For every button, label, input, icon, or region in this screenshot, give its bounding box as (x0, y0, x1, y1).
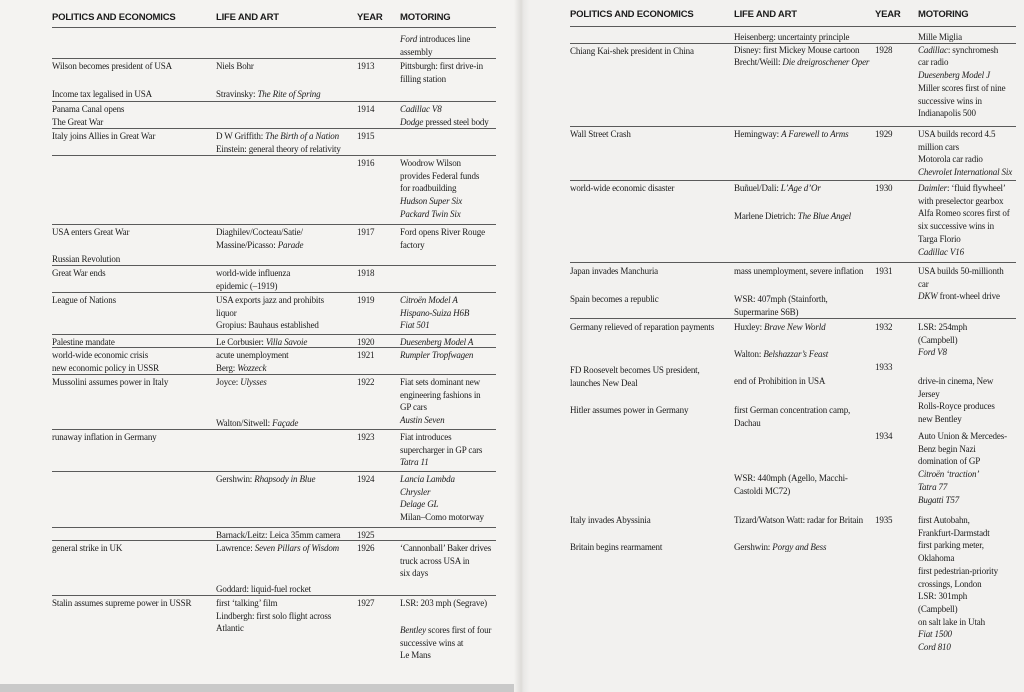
row-divider (52, 471, 496, 472)
row-divider (52, 58, 496, 59)
politics-cell: Panama Canal opens The Great War (52, 104, 125, 127)
year-cell: 1920 (357, 337, 375, 347)
life-art-cell: first German concentration camp, Dachau (734, 405, 851, 428)
politics-cell: Wilson becomes president of USA (52, 61, 172, 71)
motoring-cell: Woodrow Wilson provides Federal funds for roadbuilding Hudson Super Six Packard Twin Six (400, 158, 480, 219)
politics-cell: FD Roosevelt becomes US president, launches New Deal (570, 365, 700, 388)
politics-cell: Hitler assumes power in Germany (570, 405, 689, 415)
header-life-and-art: LIFE AND ART (216, 12, 279, 23)
politics-cell: Italy joins Allies in Great War (52, 131, 156, 141)
left-page (0, 0, 514, 684)
motoring-cell: Rumpler Tropfwagen (400, 350, 474, 360)
row-divider (52, 527, 496, 528)
life-art-cell: Walton: Belshazzar’s Feast (734, 349, 829, 359)
year-cell: 1921 (357, 350, 375, 360)
life-art-cell: first ‘talking’ film Lindbergh: first solo flight across Atlantic (216, 598, 332, 634)
row-divider (570, 126, 1016, 127)
motoring-cell: Auto Union & Mercedes- Benz begin Nazi domination of GP Citroën ‘traction’ Tatra 77 Bugatti T57 (918, 431, 1007, 505)
header-politics: POLITICS AND ECONOMICS (52, 12, 176, 23)
motoring-cell: Ford introduces line assembly (400, 34, 471, 57)
book-gutter (514, 0, 530, 692)
year-cell: 1916 (357, 158, 375, 168)
motoring-cell: Daimler: ‘fluid flywheel’ with preselector gearbox Alfa Romeo scores first of six successive wins in Targa Florio Cadillac V16 (918, 183, 1010, 257)
row-divider (570, 318, 1016, 319)
year-cell: 1932 (875, 322, 893, 332)
politics-cell: general strike in UK (52, 543, 123, 553)
motoring-cell: Duesenberg Model A (400, 337, 474, 347)
header-motoring: MOTORING (918, 9, 969, 20)
life-art-cell: Barnack/Leitz: Leica 35mm camera (216, 530, 341, 540)
life-art-cell: Tizard/Watson Watt: radar for Britain (734, 515, 863, 525)
politics-cell: world-wide economic disaster (570, 183, 675, 193)
year-cell: 1935 (875, 515, 893, 525)
politics-cell: Great War ends (52, 268, 106, 278)
row-divider (52, 265, 496, 266)
motoring-cell: Citroën Model A Hispano-Suiza H6B Fiat 501 (400, 295, 470, 331)
row-divider (52, 540, 496, 541)
header-rule (52, 27, 496, 28)
motoring-cell: first Autobahn, Frankfurt-Darmstadt first parking meter, Oklahoma first pedestrian-priority crossings, London LSR: 301mph (Campbell) on salt lake in Utah Fiat 1500 Cord 810 (918, 515, 998, 653)
life-art-cell: WSR: 407mph (Stainforth, Supermarine S6B) (734, 294, 828, 317)
motoring-cell: LSR: 254mph (Campbell) Ford V8 (918, 322, 968, 358)
year-cell: 1934 (875, 431, 893, 441)
motoring-cell: Fiat introduces supercharger in GP cars Tatra 11 (400, 432, 483, 468)
life-art-cell: mass unemployment, severe inflation (734, 266, 864, 276)
motoring-cell: Lancia Lambda Chrysler Delage GL Milan–Como motorway (400, 474, 484, 523)
politics-cell: Palestine mandate (52, 337, 115, 347)
politics-cell: Mussolini assumes power in Italy (52, 377, 169, 387)
year-cell: 1914 (357, 104, 375, 114)
life-art-cell: world-wide influenza epidemic (–1919) (216, 268, 291, 291)
row-divider (52, 334, 496, 335)
politics-cell: Japan invades Manchuria (570, 266, 659, 276)
politics-cell: Income tax legalised in USA (52, 89, 152, 99)
header-year: YEAR (875, 9, 901, 20)
politics-cell: Italy invades Abyssinia (570, 515, 651, 525)
year-cell: 1915 (357, 131, 375, 141)
politics-cell: runaway inflation in Germany (52, 432, 157, 442)
life-art-cell: acute unemployment Berg: Wozzeck (216, 350, 289, 373)
year-cell: 1917 (357, 227, 375, 237)
life-art-cell: Lawrence: Seven Pillars of Wisdom (216, 543, 340, 553)
life-art-cell: Diaghilev/Cocteau/Satie/ Massine/Picasso: Parade (216, 227, 304, 250)
life-art-cell: Heisenberg: uncertainty principle Disney: first Mickey Mouse cartoon Brecht/Weill: Die dreigroschener Oper (734, 32, 870, 68)
life-art-cell: Huxley: Brave New World (734, 322, 826, 332)
year-cell: 1930 (875, 183, 893, 193)
motoring-cell: Ford opens River Rouge factory (400, 227, 485, 250)
life-art-cell: Joyce: Ulysses (216, 377, 267, 387)
motoring-cell: USA builds 50-millionth car DKW front-wheel drive (918, 266, 1004, 302)
life-art-cell: Hemingway: A Farewell to Arms (734, 129, 849, 139)
header-motoring: MOTORING (400, 12, 451, 23)
life-art-cell: Niels Bohr (216, 61, 254, 71)
politics-cell: USA enters Great War (52, 227, 130, 237)
right-page (530, 0, 1024, 692)
header-politics: POLITICS AND ECONOMICS (570, 9, 694, 20)
row-divider (52, 347, 496, 348)
politics-cell: Germany relieved of reparation payments (570, 322, 715, 332)
row-divider (570, 262, 1016, 263)
motoring-cell: ‘Cannonball’ Baker drives truck across USA in six days (400, 543, 492, 579)
life-art-cell: D W Griffith: The Birth of a Nation Einstein: general theory of relativity (216, 131, 341, 154)
politics-cell: world-wide economic crisis new economic policy in USSR (52, 350, 159, 373)
row-divider (52, 429, 496, 430)
life-art-cell: Buñuel/Dali: L’Age d’Or (734, 183, 821, 193)
header-year: YEAR (357, 12, 383, 23)
year-cell: 1924 (357, 474, 375, 484)
year-cell: 1929 (875, 129, 893, 139)
year-cell: 1928 (875, 45, 893, 55)
politics-cell: League of Nations (52, 295, 116, 305)
year-cell: 1933 (875, 362, 893, 372)
motoring-cell: drive-in cinema, New Jersey Rolls-Royce produces new Bentley (918, 376, 995, 425)
row-divider (52, 292, 496, 293)
row-divider (52, 595, 496, 596)
life-art-cell: Goddard: liquid-fuel rocket (216, 584, 311, 594)
row-divider (52, 128, 496, 129)
year-cell: 1918 (357, 268, 375, 278)
politics-cell: Stalin assumes supreme power in USSR (52, 598, 192, 608)
politics-cell: Chiang Kai-shek president in China (570, 46, 694, 56)
life-art-cell: Marlene Dietrich: The Blue Angel (734, 211, 852, 221)
header-life-and-art: LIFE AND ART (734, 9, 797, 20)
motoring-cell: LSR: 203 mph (Segrave) (400, 598, 487, 608)
politics-cell: Wall Street Crash (570, 129, 631, 139)
motoring-cell: Fiat sets dominant new engineering fashions in GP cars Austin Seven (400, 377, 481, 426)
politics-cell: Spain becomes a republic (570, 294, 659, 304)
year-cell: 1922 (357, 377, 375, 387)
life-art-cell: Stravinsky: The Rite of Spring (216, 89, 321, 99)
life-art-cell: Gershwin: Rhapsody in Blue (216, 474, 316, 484)
year-cell: 1913 (357, 61, 375, 71)
year-cell: 1926 (357, 543, 375, 553)
life-art-cell: USA exports jazz and prohibits liquor Gropius: Bauhaus established (216, 295, 324, 331)
life-art-cell: end of Prohibition in USA (734, 376, 826, 386)
politics-cell: Britain begins rearmament (570, 542, 663, 552)
row-divider (52, 155, 496, 156)
year-cell: 1919 (357, 295, 375, 305)
motoring-cell: Bentley scores first of four successive wins at Le Mans (400, 625, 492, 661)
row-divider (52, 374, 496, 375)
row-divider (52, 101, 496, 102)
life-art-cell: WSR: 440mph (Agello, Macchi- Castoldi MC72) (734, 473, 848, 496)
year-cell: 1923 (357, 432, 375, 442)
life-art-cell: Walton/Sitwell: Façade (216, 418, 299, 428)
politics-cell: Russian Revolution (52, 254, 121, 264)
header-rule (570, 26, 1016, 27)
row-divider (570, 180, 1016, 181)
motoring-cell: Mille Miglia Cadillac: synchromesh car radio Duesenberg Model J Miller scores first of nine successive wins in Indianapolis 500 (918, 32, 1006, 119)
year-cell: 1927 (357, 598, 375, 608)
life-art-cell: Gershwin: Porgy and Bess (734, 542, 827, 552)
row-divider (52, 224, 496, 225)
year-cell: 1931 (875, 266, 893, 276)
motoring-cell: USA builds record 4.5 million cars Motorola car radio Chevrolet International Six (918, 129, 1013, 178)
year-cell: 1925 (357, 530, 375, 540)
life-art-cell: Le Corbusier: Villa Savoie (216, 337, 308, 347)
motoring-cell: Pittsburgh: first drive-in filling station (400, 61, 483, 84)
motoring-cell: Cadillac V8 Dodge pressed steel body (400, 104, 489, 127)
